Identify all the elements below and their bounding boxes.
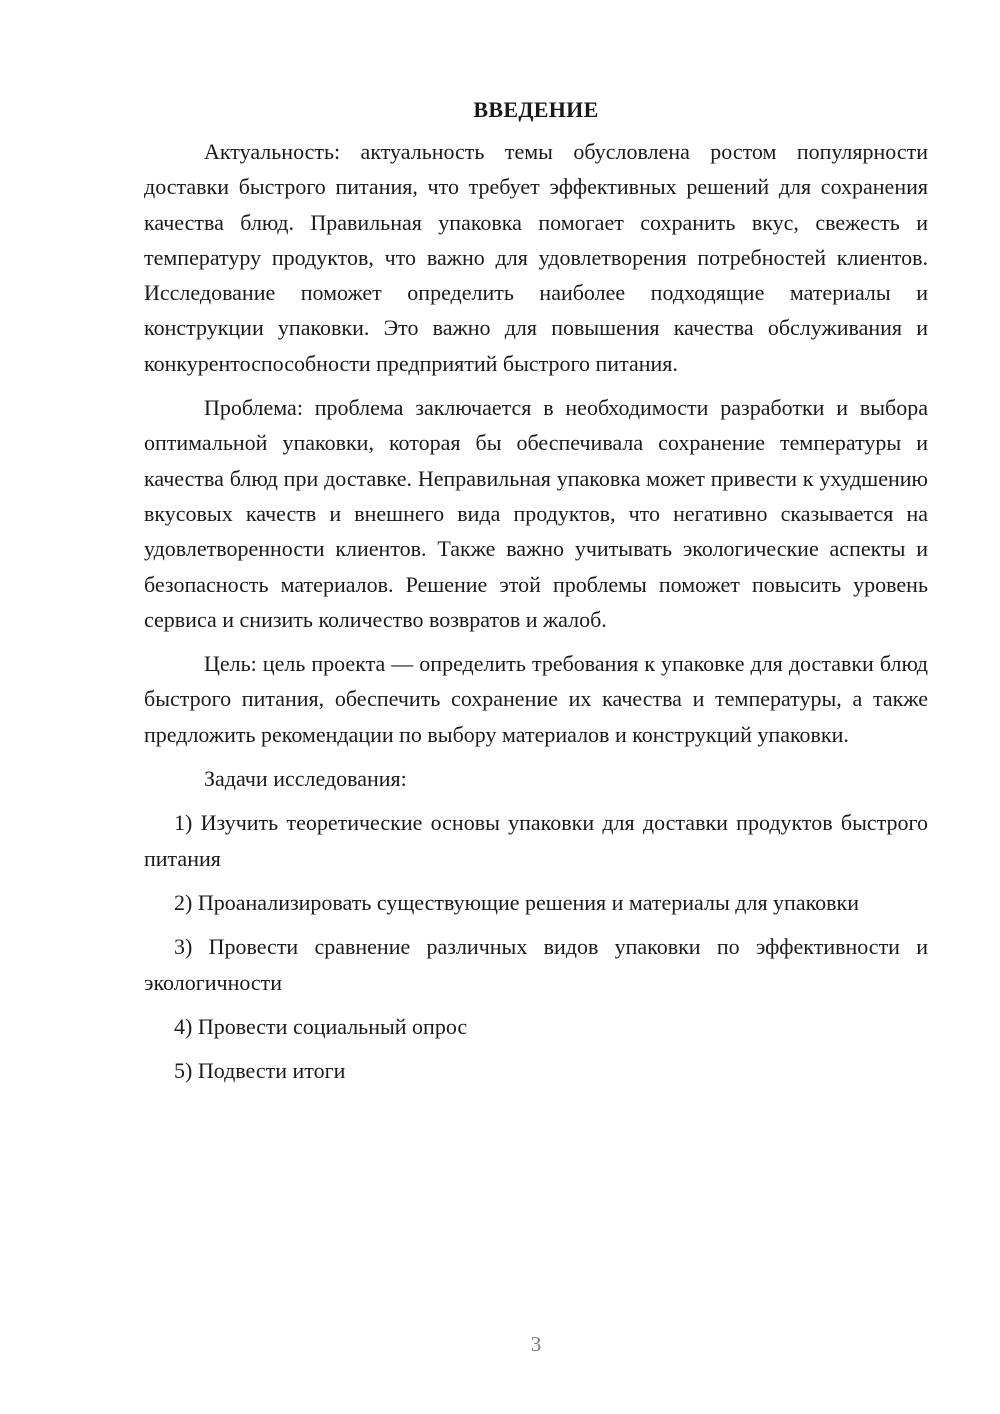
page-number: 3 <box>530 1332 542 1356</box>
task-item-4: 4) Провести социальный опрос <box>174 1013 468 1039</box>
task-item-1: 1) Изучить теоретические основы упаковки для доставки продуктов быстрого питания <box>144 810 928 871</box>
tasks-heading: Задачи исследования: <box>204 766 407 792</box>
paragraph-goal: Цель: цель проекта — определить требования к упаковке для доставки блюд быстрого питания, обеспечить сохранение их качества и температуры, а также предложить рекомендации по выбору материалов и конструкций упаковки. <box>144 651 928 747</box>
task-item-5: 5) Подвести итоги <box>174 1058 346 1084</box>
task-item-2: 2) Проанализировать существующие решения и материалы для упаковки <box>174 889 860 915</box>
section-title: ВВЕДЕНИЕ <box>473 97 599 122</box>
paragraph-relevance: Актуальность: актуальность темы обусловлена ростом популярности доставки быстрого питания, что требует эффективных решений для сохранения качества блюд. Правильная упаковка помогает сохранить вкус, свежесть и температуру продуктов, что важно для удовлетворения потребностей клиентов. Исследование поможет определить наиболее подходящие материалы и конструкции упаковки. Это важно для повышения качества обслуживания и конкурентоспособности предприятий быстрого питания. <box>144 139 928 376</box>
paragraph-problem: Проблема: проблема заключается в необходимости разработки и выбора оптимальной упаковки, которая бы обеспечивала сохранение температуры и качества блюд при доставке. Неправильная упаковка может привести к ухудшению вкусовых качеств и внешнего вида продуктов, что негативно сказывается на удовлетворенности клиентов. Также важно учитывать экологические аспекты и безопасность материалов. Решение этой проблемы поможет повысить уровень сервиса и снизить количество возвратов и жалоб. <box>144 395 928 632</box>
document-page <box>144 92 928 1097</box>
task-item-3: 3) Провести сравнение различных видов упаковки по эффективности и экологичности <box>144 934 928 995</box>
